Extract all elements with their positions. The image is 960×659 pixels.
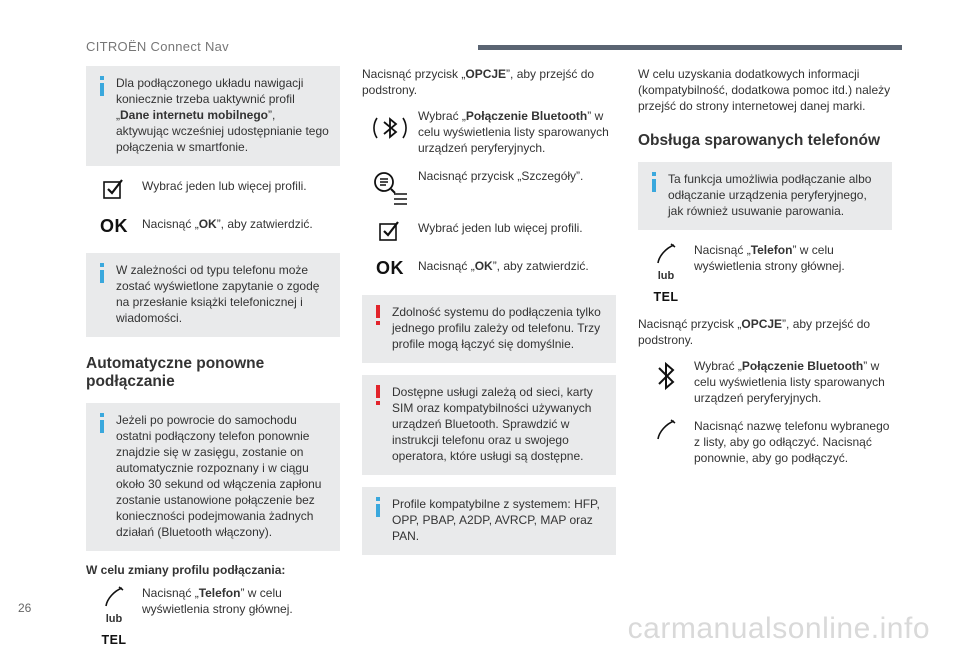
column-1: [86, 66, 340, 659]
step-ok: OK Nacisnąć „OK”, aby zatwierdzić.: [362, 258, 616, 279]
step-bluetooth: Wybrać „Połączenie Bluetooth” w celu wyświetlenia listy sparowanych urządzeń peryferyjnych.: [638, 358, 892, 406]
bluetooth-search-icon: [370, 108, 410, 148]
checkbox-check-icon: [94, 178, 134, 200]
warning-note: Zdolność systemu do podłączenia tylko jednego profilu zależy od telefonu. Trzy profile mogą łączyć się domyślnie.: [362, 295, 616, 363]
warning-note: Dostępne usługi zależą od sieci, karty SIM oraz kompatybilności używanych urządzeń Bluetooth. Sprawdzić w instrukcji telefonu oraz u swojego operatora, które usługi są dostępne.: [362, 375, 616, 475]
header-title: CITROËN Connect Nav: [86, 39, 229, 54]
step-select-profiles: Wybrać jeden lub więcej profili.: [86, 178, 340, 200]
section-heading: Automatyczne ponowne podłączanie: [86, 355, 265, 390]
info-note: W zależności od typu telefonu może zostać wyświetlone zapytanie o zgodę na przesłanie książki telefonicznej i wiadomości.: [86, 253, 340, 337]
step-telefon: lub TEL Nacisnąć „Telefon” w celu wyświetlenia strony głównej.: [86, 585, 340, 647]
page-number: 26: [18, 601, 32, 615]
intro-text: W celu uzyskania dodatkowych informacji (kompatybilność, dodatkowa pomoc itd.) należy przejść do strony internetowej danej marki.: [638, 67, 891, 113]
step-bluetooth: Wybrać „Połączenie Bluetooth” w celu wyświetlenia listy sparowanych urządzeń peryferyjnych.: [362, 108, 616, 156]
info-note: Profile kompatybilne z systemem: HFP, OPP, PBAP, A2DP, AVRCP, MAP oraz PAN.: [362, 487, 616, 555]
phone-handset-icon: [646, 242, 686, 304]
info-icon: [96, 76, 110, 96]
column-3: [638, 66, 892, 478]
intro-text: Nacisnąć przycisk „OPCJE”, aby przejść do podstrony.: [638, 317, 871, 347]
ok-icon: OK: [100, 216, 128, 236]
section-heading: Obsługa sparowanych telefonów: [638, 132, 881, 149]
subheading: W celu zmiany profilu podłączania:: [86, 563, 286, 577]
phone-handset-icon: [94, 585, 134, 647]
info-note: Jeżeli po powrocie do samochodu ostatni podłączony telefon ponownie znajdzie się w zasięgu, zostanie on automatycznie rozpoznany i w ciągu około 30 sekund od włączenia zapłonu zostanie ustanowione połączenie bez konieczności podejmowania żadnych działań (Bluetooth włączony).: [86, 403, 340, 551]
bluetooth-icon: [646, 358, 686, 394]
tel-label: TEL: [653, 290, 679, 304]
tel-label: TEL: [101, 633, 127, 647]
info-icon: [96, 263, 110, 283]
step-ok: OK Nacisnąć „OK”, aby zatwierdzić.: [86, 216, 340, 237]
column-2: [362, 66, 616, 567]
info-note: Dla podłączonego układu nawigacji koniecznie trzeba uaktywnić profil „Dane internetu mobilnego”, aktywując wcześniej udostępnianie tego połączenia w smartfonie.: [86, 66, 340, 166]
checkbox-check-icon: [370, 220, 410, 242]
step-select-profiles: Wybrać jeden lub więcej profili.: [362, 220, 616, 242]
step-telefon: lub TEL Nacisnąć „Telefon” w celu wyświetlenia strony głównej.: [638, 242, 892, 304]
warning-icon: [372, 305, 386, 325]
info-icon: [96, 413, 110, 433]
lub-label: lub: [657, 270, 675, 282]
details-magnifier-icon: [370, 168, 410, 208]
info-icon: [648, 172, 662, 192]
warning-icon: [372, 385, 386, 405]
lub-label: lub: [105, 613, 123, 625]
info-icon: [372, 497, 386, 517]
info-note: Ta funkcja umożliwia podłączanie albo odłączanie urządzenia peryferyjnego, jak również usuwanie parowania.: [638, 162, 892, 230]
header-bar: [478, 45, 902, 50]
phone-handset-icon: [646, 418, 686, 442]
step-phone-name: Nacisnąć nazwę telefonu wybranego z listy, aby go odłączyć. Nacisnąć ponownie, aby go podłączyć.: [638, 418, 892, 466]
intro-text: Nacisnąć przycisk „OPCJE”, aby przejść do podstrony.: [362, 67, 595, 97]
step-details: Nacisnąć przycisk „Szczegóły”.: [362, 168, 616, 208]
ok-icon: OK: [376, 258, 404, 278]
watermark: carmanualsonline.info: [627, 612, 930, 645]
